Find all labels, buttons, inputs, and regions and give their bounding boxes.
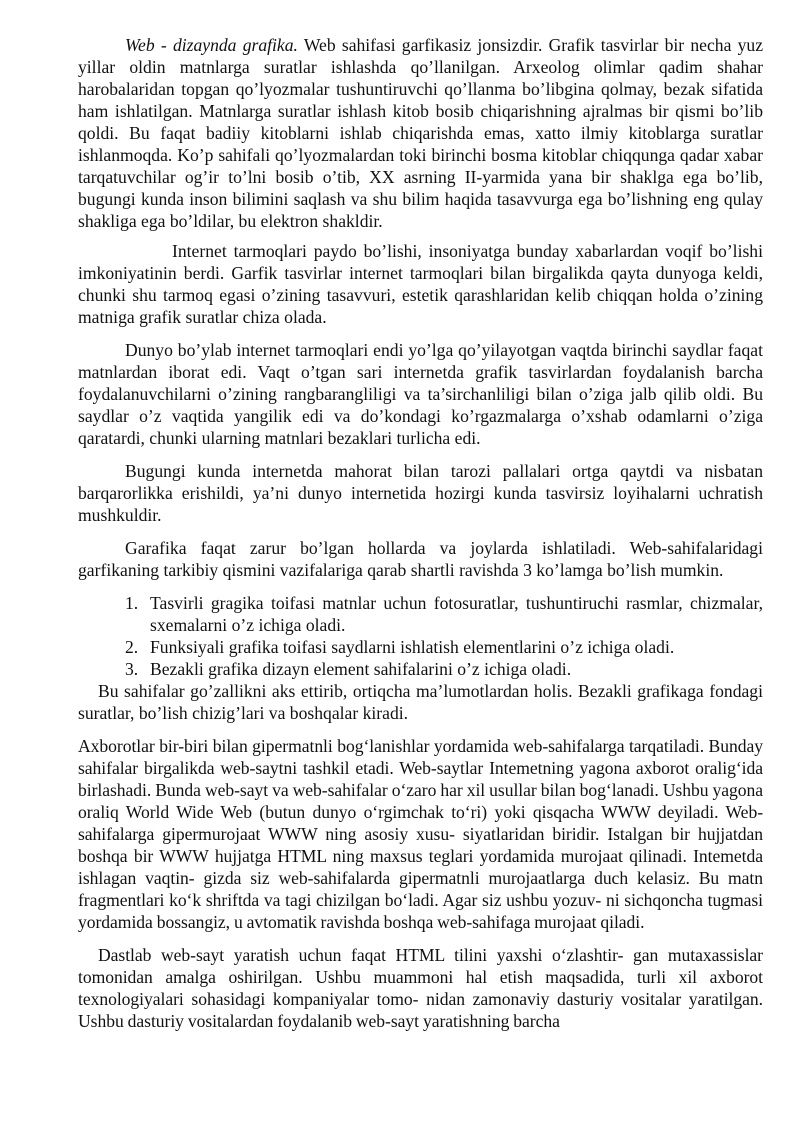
list-item-text: Bezakli grafika dizayn element sahifalarini o’z ichiga oladi. bbox=[150, 659, 572, 679]
paragraph-decorative-graphics: Bu sahifalar go’zallikni aks ettirib, ortiqcha ma’lumotlardan holis. Bezakli grafikaga fondagi suratlar, bo’lish chizig’lari va boshqalar kiradi. bbox=[78, 681, 763, 723]
list-item-text: Funksiyali grafika toifasi saydlarni ishlatish elementlarini o’z ichiga oladi. bbox=[150, 637, 675, 657]
paragraph-text: Web sahifasi garfikasiz jonsizdir. Grafik tasvirlar bir necha yuz yillar oldin matnlarga suratlar ishlashda qo’llanilgan. Arxeolog olimlar qadim shahar harobalaridan topgan qo’lyozmalar tushuntiruvchi qo’llanma bo’libgina qolmay, bezak sifatida ham ishlatilgan. Matnlarga suratlar ishlash kitob bosib chiqarishning ajralmas bir qismi bo’lib qoldi. Bu faqat badiiy kitoblarni ishlab chiqarishda emas, xatto ilmiy kitoblarga suratlar ishlanmoqda. Ko’p sahifali qo’lyozmalardan toki birinchi bosma kitoblar chiqqunga qadar xabar tarqatuvchilar og’ir to’lni bosib o’tib, XX asrning II-yarmida yana bir shaklga ega bo’lib, bugungi kunda inson bilimini saqlash va shu bilim haqida tasavvurga ega bo’lishning eng qulay shakliga ega bo’ldilar, bu elektron shakldir. bbox=[78, 35, 764, 231]
paragraph-first-sites: Dunyo bo’ylab internet tarmoqlari endi yo’lga qo’yilayotgan vaqtda birinchi saydlar faqat matnlardan iborat edi. Vaqt o’tgan sari internetda grafik tasvirlardan foydalanish barcha foydalanuvchilarni o’zining rangbarangliligi va ta’sirchanliligi bilan o’ziga jalb qilib oldi. Bu saydlar o’z vaqtida yangilik edi va do’kondagi ko’rgazmalarga o’xshab odamlarni o’ziga qaratardi, chunki ularning matnlari bezaklari turlicha edi. bbox=[78, 340, 763, 448]
list-item-text: Tasvirli gragika toifasi matnlar uchun fotosuratlar, tushuntiruchi rasmlar, chizmalar, sxemalarni o’z ichiga oladi. bbox=[150, 593, 763, 635]
list-item bbox=[78, 592, 763, 636]
document-page bbox=[78, 34, 763, 1032]
list-item-number: 3. bbox=[125, 659, 139, 679]
list-item bbox=[78, 636, 763, 658]
list-item-number: 2. bbox=[125, 637, 139, 657]
list-item-number: 1. bbox=[125, 593, 139, 613]
paragraph-today-internet: Bugungi kunda internetda mahorat bilan tarozi pallalari ortga qaytdi va nisbatan barqarorlikka erishildi, ya’ni dunyo internetida hozirgi kunda tasvirsiz loyihalarni uchratish mushkuldir. bbox=[78, 461, 763, 525]
paragraph-hypertext-links: Axborotlar bir-biri bilan gipermatnli bog‘lanishlar yordamida web-sahifalarga tarqatiladi. Bunday sahifalar birgalikda web-saytni tashkil etadi. Web-saytlar Intemetning yagona axborot oralig‘ida birlashadi. Bunda web-sayt va web-sahifalar o‘zaro har xil usullar bilan bog‘lanadi. Ushbu yagona oraliq World Wide Web (butun dunyo o‘rgimchak to‘ri) yoki qisqacha WWW deyiladi. Web-sahifalarga gipermurojaat WWW ning asosiy xusu- siyatlaridan biridir. Istalgan bir hujjatdan boshqa bir WWW hujjatga HTML ning maxsus teglari yordamida murojaat qilinadi. Intemetda ishlagan vaqtin- gizda siz web-sahifalarda gipermatnli murojaatlarga duch kelasiz. Bu matn fragmentlari ko‘k shriftda va tagi chizilgan bo‘ladi. Agar siz ushbu yozuv- ni sichqoncha tugmasi yordamida bossangiz, u avtomatik ravishda boshqa web-sahifaga murojaat qiladi. bbox=[78, 736, 763, 932]
graphics-types-list bbox=[78, 592, 763, 680]
paragraph-lead-heading: Web - dizaynda grafika. bbox=[125, 35, 298, 55]
paragraph-web-design-graphics bbox=[78, 34, 763, 232]
paragraph-graphics-categories: Garafika faqat zarur bo’lgan hollarda va joylarda ishlatiladi. Web-sahifalaridagi garfikaning tarkibiy qismini vazifalariga qarab shartli ravishda 3 ko’lamga bo’lish mumkin. bbox=[78, 538, 763, 580]
paragraph-website-creation: Dastlab web-sayt yaratish uchun faqat HTML tilini yaxshi o‘zlashtir- gan mutaxassislar tomonidan amalga oshirilgan. Ushbu muammoni hal etish maqsadida, turli xil axborot texnologiyalari sohasidagi kompaniyalar tomo- nidan zamonaviy dasturiy vositalar yaratilgan. Ushbu dasturiy vositalardan foydalanib web-sayt yaratishning barcha bbox=[78, 945, 763, 1031]
paragraph-internet-networks: Internet tarmoqlari paydo bo’lishi, insoniyatga bunday xabarlardan voqif bo’lishi imkoniyatinin berdi. Garfik tasvirlar internet tarmoqlari bilan birgalikda qayta dunyoga keldi, chunki shu tarmoq egasi o’zining tasavvuri, estetik qarashlaridan kelib chiqqan holda o’zining matniga grafik suratlar chiza olada. bbox=[78, 241, 763, 327]
list-item bbox=[78, 658, 763, 680]
